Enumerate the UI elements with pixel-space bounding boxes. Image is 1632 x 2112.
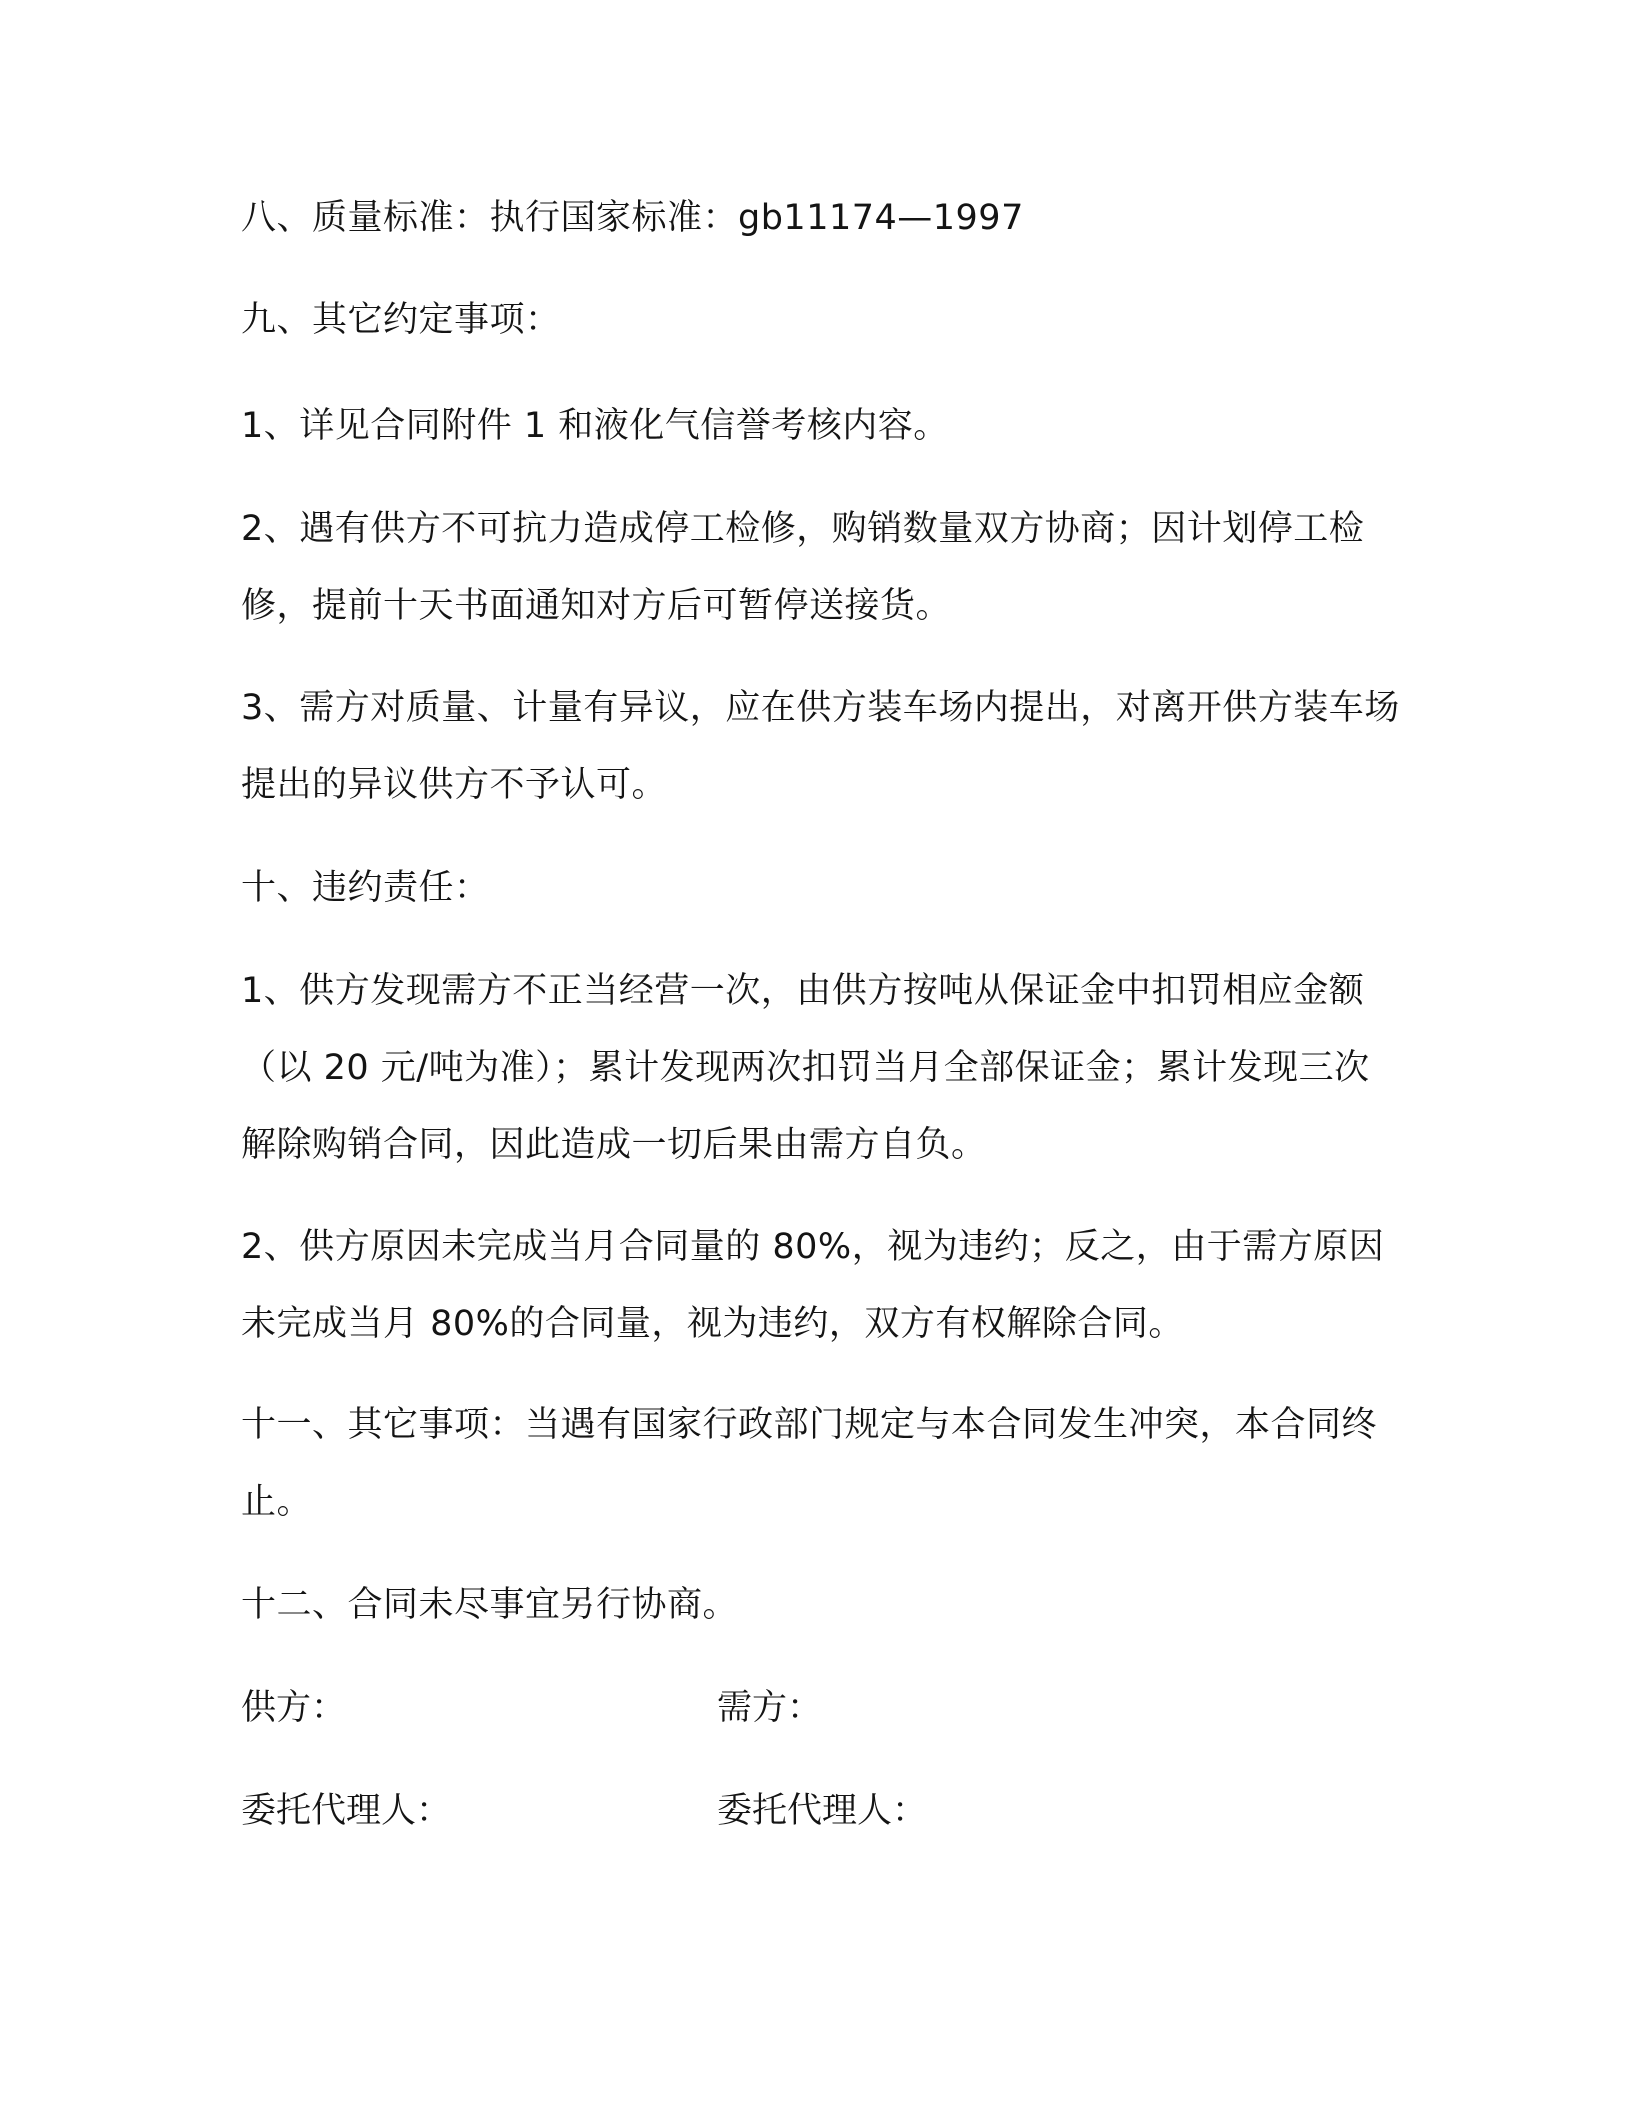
clause-ten-item-2: 2、供方原因未完成当月合同量的 80%，视为违约；反之，由于需方原因未完成当月 80%的合同量，视为违约，双方有权解除合同。 <box>241 1227 1385 1344</box>
buyer-label: 需方： <box>717 1688 823 1728</box>
buyer-agent-label: 委托代理人： <box>717 1791 928 1831</box>
supplier-label: 供方： <box>241 1688 347 1728</box>
clause-eight-quality-standard: 八、质量标准：执行国家标准：gb11174—1997 <box>241 198 1024 238</box>
clause-nine-item-1: 1、详见合同附件 1 和液化气信誉考核内容。 <box>241 406 949 446</box>
clause-nine-item-2: 2、遇有供方不可抗力造成停工检修，购销数量双方协商；因计划停工检修，提前十天书面通知对方后可暂停送接货。 <box>241 509 1365 626</box>
clause-eleven: 十一、其它事项：当遇有国家行政部门规定与本合同发生冲突，本合同终止。 <box>241 1405 1378 1522</box>
clause-nine-heading: 九、其它约定事项： <box>241 300 561 340</box>
clause-ten-heading: 十、违约责任： <box>241 868 490 908</box>
supplier-agent-label: 委托代理人： <box>241 1791 452 1831</box>
clause-ten-item-1: 1、供方发现需方不正当经营一次，由供方按吨从保证金中扣罚相应金额（以 20 元/吨为准）；累计发现两次扣罚当月全部保证金；累计发现三次解除购销合同，因此造成一切后果由需方自负。 <box>241 971 1370 1165</box>
clause-nine-item-3: 3、需方对质量、计量有异议，应在供方装车场内提出，对离开供方装车场提出的异议供方不予认可。 <box>241 688 1400 805</box>
clause-twelve: 十二、合同未尽事宜另行协商。 <box>241 1585 739 1625</box>
